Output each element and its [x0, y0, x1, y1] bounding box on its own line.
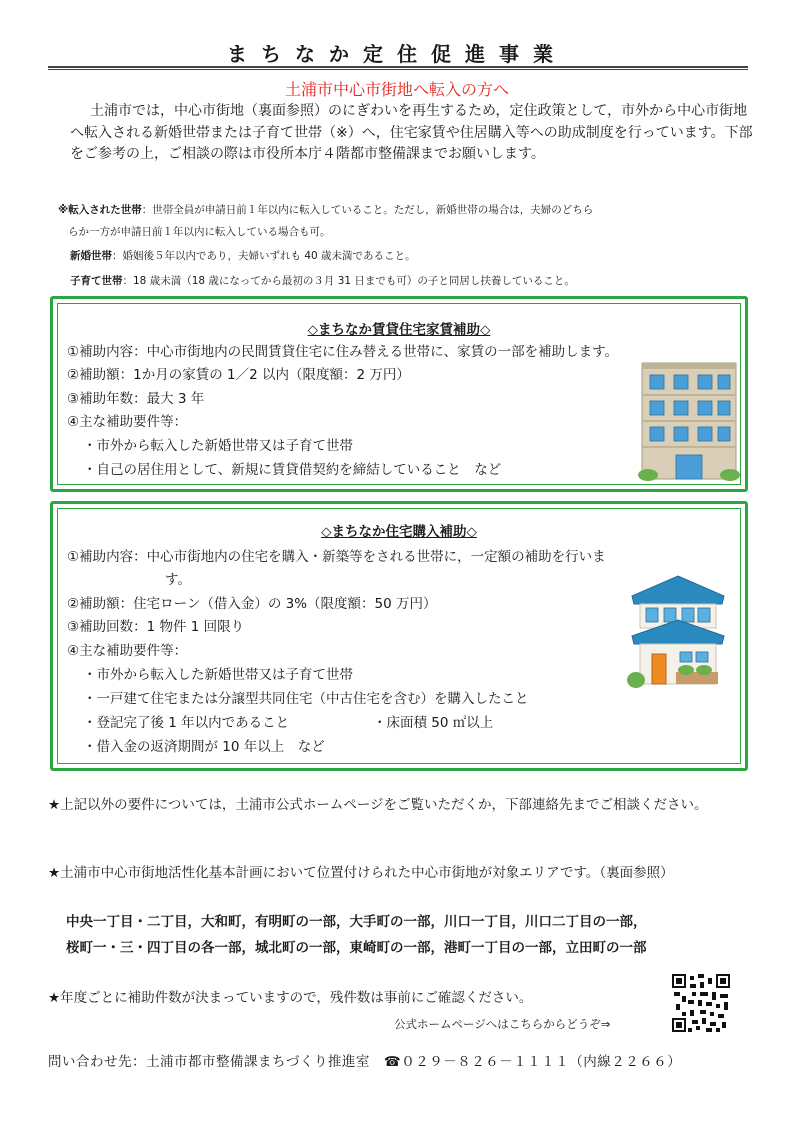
contact-phone: ０２９－８２６－１１１１（内線２２６６） — [401, 1054, 682, 1070]
apartment-building-icon — [636, 361, 742, 483]
purchase-line-8: ・借入金の返済期間が 10 年以上 など — [83, 739, 325, 755]
purchase-line-3: ③補助回数：1 物件 1 回限り — [67, 619, 245, 635]
purchase-subsidy-box — [50, 501, 748, 771]
purchase-line-4: ④主な補助要件等： — [67, 643, 188, 659]
target-areas-line-2: 桜町一・三・四丁目の各一部，城北町の一部，東崎町の一部，港町一丁目の一部，立田町の一部 — [66, 940, 647, 956]
note-text: ：世帯全員が申請日前１年以内に転入していること。ただし，新婚世帯の場合は，夫婦のどちら — [141, 204, 594, 216]
rent-subsidy-box — [50, 296, 748, 492]
phone-icon: ☎ — [383, 1054, 402, 1070]
note-text: ：婚姻後５年以内であり，夫婦いずれも 40 歳未満であること。 — [112, 250, 416, 262]
qr-code[interactable] — [672, 974, 730, 1032]
contact-info — [48, 1050, 681, 1070]
rent-line-2: ②補助額：1か月の家賃の 1／2 以内（限度額：2 万円） — [67, 367, 410, 383]
rent-box-title: ◇まちなか賃貸住宅家賃補助◇ — [307, 322, 491, 338]
purchase-line-1b: す。 — [165, 572, 191, 588]
qr-caption: 公式ホームページへはこちらからどうぞ⇒ — [394, 1017, 611, 1031]
note-limited-count: ★年度ごとに補助件数が決まっていますので，残件数は事前にご確認ください。 — [48, 990, 533, 1006]
target-areas-line-1: 中央一丁目・二丁目，大和町，有明町の一部，大手町の一部，川口一丁目，川口二丁目の一部， — [66, 914, 647, 930]
note-text: ：18 歳未満（18 歳になってから最初の３月 31 日までも可）の子と同居し扶養していること。 — [122, 275, 575, 287]
note-moved-household — [58, 199, 758, 221]
rent-line-1: ①補助内容：中心市街地内の民間賃貸住宅に住み替える世帯に、家賃の一部を補助します。 — [67, 344, 619, 360]
purchase-box-title: ◇まちなか住宅購入補助◇ — [321, 524, 477, 540]
note-label: 新婚世帯 — [70, 250, 112, 262]
purchase-line-1: ①補助内容：中心市街地内の住宅を購入・新築等をされる世帯に，一定額の補助を行いま — [67, 549, 606, 565]
note-other-requirements: ★上記以外の要件については，土浦市公式ホームページをご覧いただくか，下部連絡先までご相談ください。 — [48, 797, 708, 813]
rent-line-6: ・自己の居住用として、新規に賃貸借契約を締結していること など — [83, 462, 502, 478]
note-label: 子育て世帯 — [70, 275, 123, 287]
note-moved-household-cont: らか一方が申請日前１年以内に転入している場合も可。 — [68, 226, 331, 238]
rent-line-5: ・市外から転入した新婚世帯又は子育て世帯 — [83, 438, 353, 454]
page-title: まちなか定住促進事業 — [227, 42, 567, 66]
purchase-line-7a: ・登記完了後 1 年以内であること — [83, 715, 290, 731]
title-divider — [48, 66, 748, 70]
contact-label: 問い合わせ先：土浦市都市整備課まちづくり推進室 — [48, 1054, 384, 1070]
purchase-line-2: ②補助額：住宅ローン（借入金）の 3%（限度額：50 万円） — [67, 596, 437, 612]
intro-paragraph: 土浦市では，中心市街地（裏面参照）のにぎわいを再生するため，定住政策として，市外から中心市街地へ転入される新婚世帯または子育て世帯（※）へ，住宅家賃や住居購入等への助成制度を行っています。下部をご参考の上，ご相談の際は市役所本庁４階都市整備課までお願いします。 — [70, 103, 753, 162]
rent-line-4: ④主な補助要件等： — [67, 414, 188, 430]
note-newlywed — [70, 245, 770, 267]
note-childrearing — [70, 270, 770, 292]
purchase-line-5: ・市外から転入した新婚世帯又は子育て世帯 — [83, 667, 353, 683]
note-label: ※転入された世帯 — [58, 204, 142, 216]
house-icon — [626, 574, 730, 692]
purchase-line-7b: ・床面積 50 ㎡以上 — [373, 715, 494, 731]
note-target-area: ★土浦市中心市街地活性化基本計画において位置付けられた中心市街地が対象エリアです。（裏面参照） — [48, 865, 674, 881]
rent-line-3: ③補助年数：最大 3 年 — [67, 391, 205, 407]
page-subtitle: 土浦市中心市街地へ転入の方へ — [284, 80, 509, 99]
purchase-line-6: ・一戸建て住宅または分譲型共同住宅（中古住宅を含む）を購入したこと — [83, 691, 529, 707]
